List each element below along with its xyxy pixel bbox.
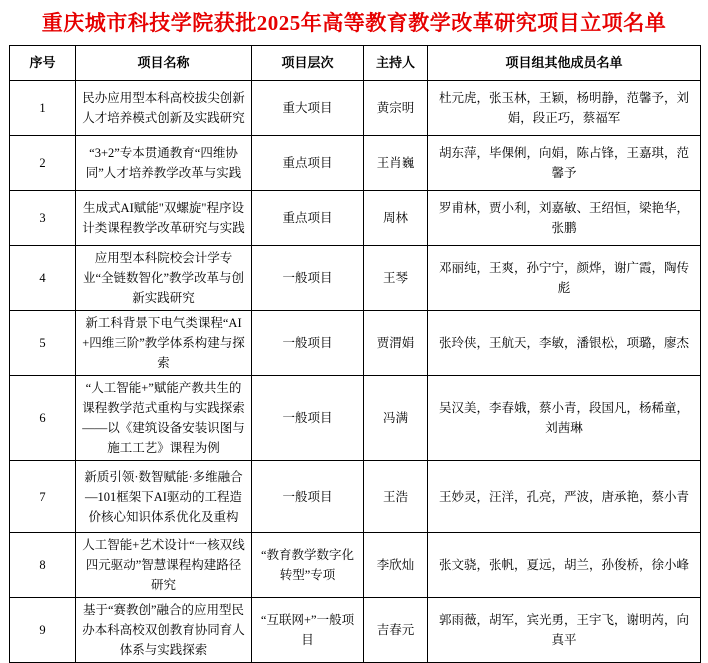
cell-project-leader: 吉春元 — [364, 598, 428, 663]
cell-project-name: 人工智能+艺术设计“一核双线四元驱动”智慧课程构建路径研究 — [76, 533, 252, 598]
cell-project-name: 基于“赛教创”融合的应用型民办本科高校双创教育协同育人体系与实践探索 — [76, 598, 252, 663]
cell-project-level: 一般项目 — [252, 246, 364, 311]
cell-project-name: 民办应用型本科高校拔尖创新人才培养模式创新及实践研究 — [76, 81, 252, 136]
cell-project-leader: 冯满 — [364, 376, 428, 461]
cell-serial-number: 4 — [10, 246, 76, 311]
cell-team-members: 郭雨薇，胡军，宾光勇，王宇飞，谢明芮，向真平 — [428, 598, 701, 663]
column-header-leader: 主持人 — [364, 46, 428, 81]
table-row — [10, 376, 701, 461]
cell-team-members: 吴汉美，李春娥，蔡小青，段国凡，杨稀童，刘茜琳 — [428, 376, 701, 461]
cell-project-name: 应用型本科院校会计学专业“全链数智化”教学改革与创新实践研究 — [76, 246, 252, 311]
cell-project-level: 重点项目 — [252, 191, 364, 246]
table-row — [10, 598, 701, 663]
cell-project-leader: 王浩 — [364, 461, 428, 533]
cell-project-name: 生成式AI赋能"双螺旋"程序设计类课程教学改革研究与实践 — [76, 191, 252, 246]
cell-project-level: 一般项目 — [252, 311, 364, 376]
cell-project-level: 一般项目 — [252, 461, 364, 533]
cell-serial-number: 7 — [10, 461, 76, 533]
cell-project-name: “3+2”专本贯通教育“四维协同”人才培养教学改革与实践 — [76, 136, 252, 191]
cell-serial-number: 3 — [10, 191, 76, 246]
column-header-project-level: 项目层次 — [252, 46, 364, 81]
cell-serial-number: 2 — [10, 136, 76, 191]
table-row — [10, 191, 701, 246]
cell-team-members: 张玲侠，王航天，李敏，潘银松，项璐，廖杰 — [428, 311, 701, 376]
column-header-members: 项目组其他成员名单 — [428, 46, 701, 81]
cell-team-members: 邓丽纯，王爽，孙宁宁，颜烨，谢广霞，陶传彪 — [428, 246, 701, 311]
cell-serial-number: 6 — [10, 376, 76, 461]
cell-project-level: “教育教学数字化转型”专项 — [252, 533, 364, 598]
cell-project-level: 一般项目 — [252, 376, 364, 461]
cell-project-leader: 王肖巍 — [364, 136, 428, 191]
cell-project-leader: 王琴 — [364, 246, 428, 311]
table-row — [10, 136, 701, 191]
cell-project-level: 重点项目 — [252, 136, 364, 191]
cell-team-members: 罗甫林，贾小利，刘嘉敏、王绍恒，梁艳华，张鹏 — [428, 191, 701, 246]
table-header-row — [10, 46, 701, 81]
cell-team-members: 王妙灵，汪洋，孔亮，严波，唐承艳，蔡小青 — [428, 461, 701, 533]
cell-project-leader: 李欣灿 — [364, 533, 428, 598]
cell-project-name: 新工科背景下电气类课程“AI+四维三阶”教学体系构建与探索 — [76, 311, 252, 376]
cell-project-level: 重大项目 — [252, 81, 364, 136]
cell-serial-number: 8 — [10, 533, 76, 598]
cell-team-members: 胡东萍，毕倮俐，向娟，陈占锋，王嘉琪，范馨予 — [428, 136, 701, 191]
table-row — [10, 81, 701, 136]
cell-project-leader: 贾渭娟 — [364, 311, 428, 376]
cell-team-members: 杜元虎，张玉林，王颖，杨明静，范馨予，刘娟，段正巧，蔡福军 — [428, 81, 701, 136]
table-row — [10, 246, 701, 311]
table-row — [10, 311, 701, 376]
table-row — [10, 533, 701, 598]
cell-project-leader: 周林 — [364, 191, 428, 246]
cell-serial-number: 1 — [10, 81, 76, 136]
cell-team-members: 张文骁，张帆，夏远，胡兰，孙俊桥，徐小峰 — [428, 533, 701, 598]
projects-table — [9, 45, 701, 663]
table-row — [10, 461, 701, 533]
cell-serial-number: 5 — [10, 311, 76, 376]
cell-project-name: 新质引领·数智赋能·多维融合—101框架下AI驱动的工程造价核心知识体系优化及重构 — [76, 461, 252, 533]
cell-serial-number: 9 — [10, 598, 76, 663]
cell-project-level: “互联网+”一般项目 — [252, 598, 364, 663]
cell-project-name: “人工智能+”赋能产教共生的课程教学范式重构与实践探索——以《建筑设备安装识图与施工工艺》课程为例 — [76, 376, 252, 461]
column-header-serial: 序号 — [10, 46, 76, 81]
cell-project-leader: 黄宗明 — [364, 81, 428, 136]
column-header-project-name: 项目名称 — [76, 46, 252, 81]
page-title: 重庆城市科技学院获批2025年高等教育教学改革研究项目立项名单 — [41, 11, 667, 35]
